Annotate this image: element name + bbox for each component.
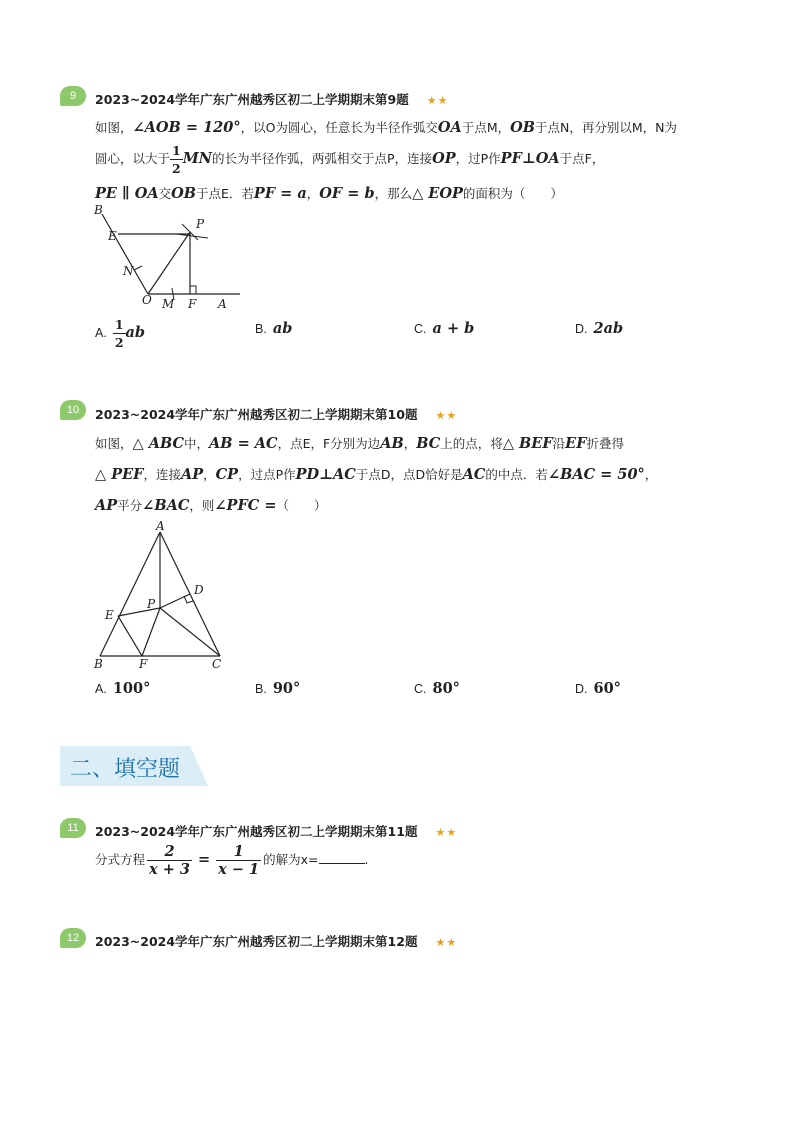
text: ，那么 xyxy=(374,186,413,201)
text: 如图， xyxy=(95,436,133,451)
text: ， xyxy=(644,467,658,482)
point-label: P xyxy=(196,217,205,231)
option-c[interactable] xyxy=(414,320,474,337)
option-value: 60° xyxy=(593,680,621,697)
question-number-badge: 11 xyxy=(60,818,86,838)
point-label: B xyxy=(94,203,103,217)
question-title xyxy=(95,822,457,840)
question-text-line xyxy=(95,843,369,878)
question-source: 2023~2024学年广东广州越秀区初二上学期期末第10题 xyxy=(95,407,418,422)
question-text-line xyxy=(95,465,657,483)
fraction: $\frac{2}{x + 3}$ xyxy=(149,843,190,878)
option-c[interactable] xyxy=(414,680,460,697)
text: 分式方程 xyxy=(95,852,146,867)
question-title xyxy=(95,90,449,108)
text: 平分 xyxy=(117,498,143,513)
fraction: $\frac{1}{2}$ xyxy=(172,143,181,176)
option-value: 80° xyxy=(432,680,460,697)
math: △ ABC xyxy=(132,435,185,452)
math: EF xyxy=(565,435,587,452)
text: ，则 xyxy=(189,498,215,513)
math: △ EOP xyxy=(412,185,463,202)
option-value: ab xyxy=(125,324,146,341)
point-label: C xyxy=(212,657,222,671)
text: （ ） xyxy=(276,498,327,513)
option-label: B. xyxy=(255,322,267,336)
math: PE ∥ OA xyxy=(95,185,159,202)
text: ， xyxy=(203,467,216,482)
option-label: B. xyxy=(255,682,267,696)
geometry-figure-q10 xyxy=(90,518,230,674)
text: 于点N，再分别以M，N为 xyxy=(535,120,677,135)
math: AB = AC xyxy=(209,435,278,452)
difficulty-stars: ★★ xyxy=(435,936,458,949)
option-label: A. xyxy=(95,326,107,340)
text: ，以O为圆心，任意长为半径作弧交 xyxy=(240,120,438,135)
math: ∠PFC = xyxy=(214,497,277,514)
option-label: D. xyxy=(575,322,588,336)
point-label: D xyxy=(194,583,204,597)
option-value: 2ab xyxy=(593,320,624,337)
difficulty-stars: ★★ xyxy=(435,409,458,422)
math: OF = b xyxy=(319,185,375,202)
text: 于点M， xyxy=(461,120,511,135)
text: 沿 xyxy=(552,436,566,451)
text: ，连接 xyxy=(143,467,181,482)
math: ∠BAC = 50° xyxy=(547,466,645,483)
option-label: C. xyxy=(414,682,427,696)
point-label: F xyxy=(188,297,197,311)
math: OA xyxy=(437,119,462,136)
text: 于点D，点D恰好是 xyxy=(355,467,463,482)
question-title xyxy=(95,932,457,950)
geometry-figure-q9 xyxy=(90,200,240,312)
section-title: 二、填空题 xyxy=(70,757,181,782)
option-d[interactable] xyxy=(575,680,621,697)
text: 于点E．若 xyxy=(196,186,254,201)
math: AP xyxy=(95,497,118,514)
text: 于点F， xyxy=(559,151,605,166)
text: 中， xyxy=(184,436,210,451)
text: 的中点．若 xyxy=(485,467,548,482)
math: △ PEF xyxy=(95,466,144,483)
option-d[interactable] xyxy=(575,320,623,337)
option-a[interactable] xyxy=(95,680,150,697)
option-value: 90° xyxy=(272,680,301,697)
text: 的面积为（ ） xyxy=(462,186,563,201)
option-b[interactable] xyxy=(255,320,292,337)
math: PF⊥OA xyxy=(500,150,560,167)
question-source: 2023~2024学年广东广州越秀区初二上学期期末第12题 xyxy=(95,934,418,949)
point-label: A xyxy=(218,297,227,311)
text: 交 xyxy=(158,186,172,201)
math: OP xyxy=(432,150,456,167)
point-label: M xyxy=(162,297,175,311)
option-a[interactable] xyxy=(95,316,145,351)
question-title xyxy=(95,405,457,423)
math: ∠BAC xyxy=(142,497,190,514)
question-text-line xyxy=(95,434,624,452)
text: . xyxy=(364,852,369,867)
section-header xyxy=(60,746,208,786)
text: 的长为半径作弧，两弧相交于点P，连接 xyxy=(212,151,433,166)
option-value: a + b xyxy=(432,320,475,337)
math: AC xyxy=(462,466,486,483)
option-value: ab xyxy=(272,320,293,337)
math: CP xyxy=(215,466,239,483)
difficulty-stars: ★★ xyxy=(426,94,449,107)
text: 上的点，将 xyxy=(440,436,503,451)
question-number-badge: 10 xyxy=(60,400,86,420)
text: 圆心，以大于 xyxy=(95,151,171,166)
answer-blank[interactable] xyxy=(319,852,365,864)
text: 的解为x= xyxy=(263,852,319,867)
math: OB xyxy=(171,185,197,202)
point-label: O xyxy=(142,293,152,307)
difficulty-stars: ★★ xyxy=(435,826,458,839)
option-label: D. xyxy=(575,682,588,696)
math: PD⊥AC xyxy=(295,466,356,483)
question-text-line xyxy=(95,496,327,514)
point-label: A xyxy=(156,519,165,533)
text: ，点E，F分别为边 xyxy=(277,436,381,451)
fraction: $\frac{1}{2}$ xyxy=(114,317,124,350)
math: MN xyxy=(182,150,213,167)
question-number-badge: 12 xyxy=(60,928,86,948)
point-label: B xyxy=(94,657,103,671)
fraction: $\frac{1}{x - 1}$ xyxy=(218,843,260,878)
text: 如图， xyxy=(95,120,133,135)
option-label: A. xyxy=(95,682,107,696)
option-value: 100° xyxy=(112,680,151,697)
text: ，过点P作 xyxy=(238,467,296,482)
point-label: N xyxy=(123,264,134,278)
question-number-badge: 9 xyxy=(60,86,86,106)
math: OB xyxy=(510,119,535,136)
option-b[interactable] xyxy=(255,680,300,697)
text: ， xyxy=(306,186,320,201)
point-label: E xyxy=(108,229,117,243)
point-label: P xyxy=(147,597,156,611)
math: AP xyxy=(180,466,204,483)
point-label: F xyxy=(139,657,148,671)
text: ， xyxy=(403,436,417,451)
text: 折叠得 xyxy=(586,436,625,451)
option-label: C. xyxy=(414,322,427,336)
math: AB xyxy=(380,435,404,452)
math: PF = a xyxy=(253,185,307,202)
question-source: 2023~2024学年广东广州越秀区初二上学期期末第9题 xyxy=(95,92,409,107)
math: ∠AOB = 120° xyxy=(132,119,241,136)
math: BC xyxy=(416,435,441,452)
point-label: E xyxy=(105,608,114,622)
math: △ BEF xyxy=(502,435,553,452)
question-source: 2023~2024学年广东广州越秀区初二上学期期末第11题 xyxy=(95,824,418,839)
text: ，过P作 xyxy=(455,151,501,166)
question-text-line xyxy=(95,118,677,136)
question-text-line xyxy=(95,142,604,177)
equals-sign: = xyxy=(198,851,211,868)
